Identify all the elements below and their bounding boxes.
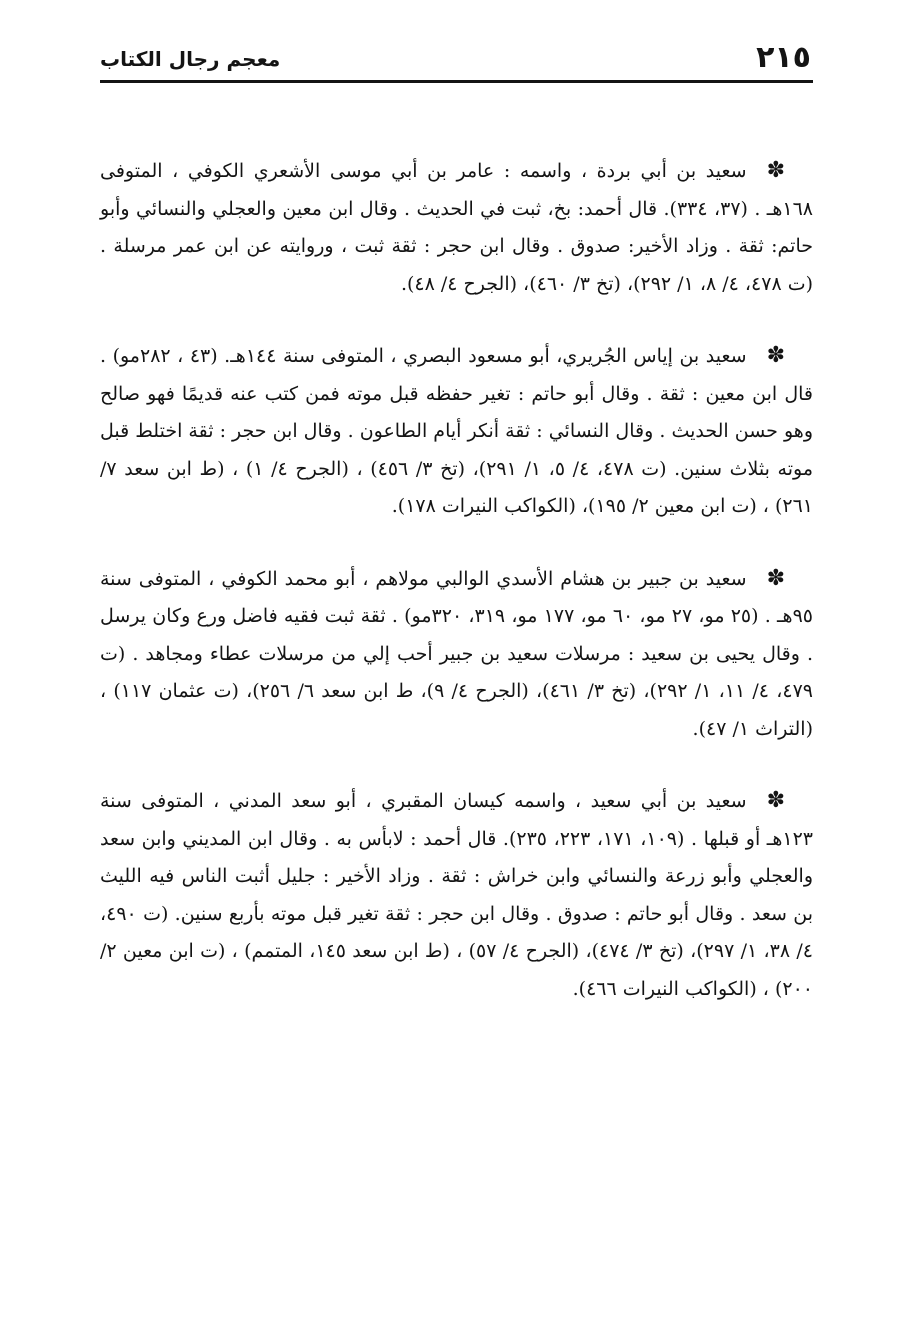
asterisk-star-icon: ✽ (766, 565, 785, 591)
entry-text: سعيد بن أبي بردة ، واسمه : عامر بن أبي موسى الأشعري الكوفي ، المتوفى ١٦٨هـ . (٣٧، ٣٣٤). قال أحمد: بخ، ثبت في الحديث . وقال ابن معين والعجلي والنسائي وأبو حاتم: ثقة . وزاد الأخير: صدوق . وقال ابن حجر : ثقة ثبت ، وروايته عن ابن عمر مرسلة . (ت ٤٧٨، ٤/ ٨، ١/ ٢٩٢)، (تخ ٣/ ٤٦٠)، (الجرح ٤/ ٤٨). (100, 160, 814, 295)
page-number: ٢١٥ (756, 40, 811, 75)
entry-text: سعيد بن جبير بن هشام الأسدي الوالبي مولاهم ، أبو محمد الكوفي ، المتوفى سنة ٩٥هـ . (٢٥ مو، ٢٧ مو، ٦٠ مو، ١٧٧ مو، ٣١٩، ٣٢٠مو) . ثقة ثبت فقيه فاضل ورع وكان يرسل . وقال يحيى بن سعيد : مرسلات سعيد بن جبير أحب إلي من مرسلات عطاء ومجاهد . (ت ٤٧٩، ٤/ ١١، ١/ ٢٩٢)، (تخ ٣/ ٤٦١)، (الجرح ٤/ ٩)، ط ابن سعد ٦/ ٢٥٦)، (ت عثمان ١١٧) ، (التراث ١/ ٤٧). (100, 567, 813, 740)
page-header (100, 38, 813, 78)
asterisk-star-icon: ✽ (766, 788, 785, 813)
running-title: معجم رجال الكتاب (100, 47, 281, 71)
asterisk-star-icon: ✽ (766, 158, 785, 183)
biography-entries (100, 152, 813, 1042)
entry-saeed-ibn-iyas-al-jurayri (100, 337, 813, 526)
entry-saeed-ibn-jubayr (100, 560, 813, 749)
entry-text: سعيد بن أبي سعيد ، واسمه كيسان المقبري ، أبو سعد المدني ، المتوفى سنة ١٢٣هـ أو قبلها . (١٠٩، ١٧١، ٢٢٣، ٢٣٥). قال أحمد : لابأس به . وقال ابن المديني وابن سعد والعجلي وأبو زرعة والنسائي وابن خراش : ثقة . وزاد الأخير : جليل أثبت الناس فيه الليث بن سعد . وقال أبو حاتم : صدوق . وقال ابن حجر : ثقة تغير قبل موته بأربع سنين. (ت ٤٩٠، ٤/ ٣٨، ١/ ٢٩٧)، (تخ ٣/ ٤٧٤)، (الجرح ٤/ ٥٧) ، (ط ابن سعد ١٤٥، المتمم) ، (ت ابن معين ٢/ ٢٠٠) ، (الكواكب النيرات ٤٦٦). (100, 790, 814, 1000)
header-rule (100, 80, 813, 83)
asterisk-star-icon: ✽ (766, 343, 785, 368)
entry-saeed-ibn-abi-saeed-al-maqburi (100, 782, 813, 1008)
entry-text: سعيد بن إياس الجُريري، أبو مسعود البصري ، المتوفى سنة ١٤٤هـ. (٤٣ ، ٢٨٢مو) . قال ابن معين : ثقة . وقال أبو حاتم : تغير حفظه قبل موته فمن كتب عنه قديمًا فهو صالح وهو حسن الحديث . وقال النسائي : ثقة أنكر أيام الطاعون . وقال ابن حجر : ثقة اختلط قبل موته بثلاث سنين. (ت ٤٧٨، ٤/ ٥، ١/ ٢٩١)، (تخ ٣/ ٤٥٦) ، (الجرح ٤/ ١) ، (ط ابن سعد ٧/ ٢٦١) ، (ت ابن معين ٢/ ١٩٥)، (الكواكب النيرات ١٧٨). (100, 345, 813, 517)
entry-saeed-ibn-abi-burda (100, 152, 813, 303)
